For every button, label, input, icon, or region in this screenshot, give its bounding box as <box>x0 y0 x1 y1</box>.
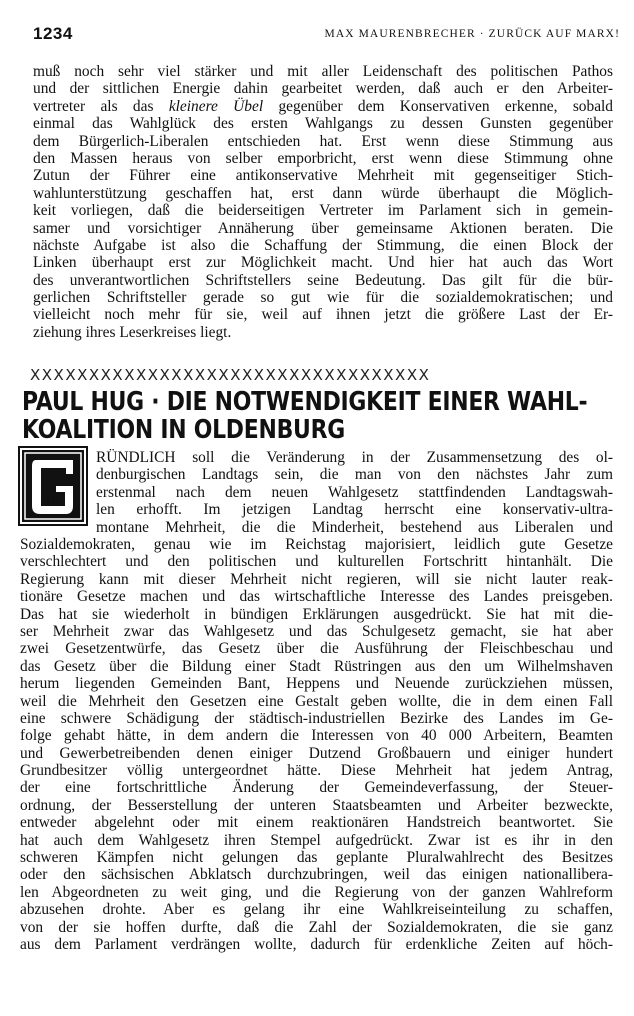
dropcap-ornament-icon <box>18 446 88 526</box>
text-line: Zutun der Führer eine antikonservative Mehrheit mit gegenseitiger Stich- <box>33 167 613 185</box>
running-head <box>33 24 620 46</box>
text-line: tionäre Gesetze machen und das wirtschaftliche Interesse des Landes preisgeben. <box>20 588 613 606</box>
text-line: der eine fortschrittliche Änderung der Gemeindeverfassung, der Steuer- <box>20 779 613 797</box>
text-line: weil die Mehrheit den Gesetzen eine Gestalt geben wollte, die in dem einen Fall <box>20 692 613 710</box>
article-body <box>20 536 613 953</box>
text-line: das Gesetz über die Bildung einer Stadt Rüstringen aus den um Wilhelmshaven <box>20 657 613 675</box>
text-line: Sozialdemokraten, genau wie im Reichstag majorisiert, leidlich gute Gesetze <box>20 536 613 553</box>
text-line: einmal das Wahlglück des ersten Wahlgangs zu dessen Gunsten gegenüber <box>33 115 613 133</box>
text-line: gerlichen Schriftsteller gerade so gut wie für die sozialdemokratischen; und <box>33 289 613 307</box>
text-line: folge gehabt hätte, in dem andern die Interessen von 40 000 Arbeitern, Beamten <box>20 727 613 745</box>
text-line: nächste Aufgabe ist also die Schaffung der Stimmung, die einen Block der <box>33 236 613 254</box>
text-line <box>33 98 613 115</box>
text-line: erstenmal nach dem neuen Wahlgesetz stattfindenden Landtagswah- <box>96 483 613 501</box>
text-line: verschlechtert und den politischen und kulturellen Fortschritt hintanhält. Die <box>20 553 613 571</box>
text-segment: gegenüber dem Konservativen erkenne, sobald <box>263 97 613 115</box>
emphasized-phrase: kleinere Übel <box>168 97 264 115</box>
text-line: dem Bürgerlich-Liberalen entschieden hat. Erst wenn diese Stimmung aus <box>33 132 613 150</box>
text-line: zwei Gesetzentwürfe, das Gesetz über die Ausführung der Fleischbeschau und <box>20 640 613 658</box>
text-line: RÜNDLICH soll die Veränderung in der Zusammensetzung des ol- <box>96 449 613 466</box>
text-line: Regierung kann mit dieser Mehrheit nicht regieren, will sie nicht lauter reak- <box>20 570 613 588</box>
text-line: eine schwere Schädigung der städtisch-industriellen Bezirke des Landes im Ge- <box>20 709 613 727</box>
text-line: aus dem Parlament verdrängen wollte, dadurch für erdenkliche Zeiten auf höch- <box>20 935 613 953</box>
text-line: muß noch sehr viel stärker und mit aller Leidenschaft des politischen Pathos <box>33 63 613 80</box>
text-line: und der sittlichen Energie dahin gearbeitet werden, daß auch er den Arbeiter- <box>33 80 613 98</box>
text-line: len Abgeordneten zu weit ging, und die Regierung von der ganzen Wahlreform <box>20 883 613 901</box>
text-line: Linken überhaupt erst zur Möglichkeit macht. Und hier hat auch das Wort <box>33 254 613 272</box>
text-line: herum liegenden Gemeinden Bant, Heppens und Neuende zurückziehen müssen, <box>20 675 613 693</box>
headline-line-2: KOALITION IN OLDENBURG <box>22 415 345 445</box>
text-line: ser Mehrheit zwar das Wahlgesetz und das Schulgesetz gemacht, sie hat aber <box>20 622 613 640</box>
text-line: ziehung ihres Leserkreises liegt. <box>33 323 232 341</box>
text-line: hat auch dem Wahlgesetz ihren Stempel aufgedrückt. Zwar ist es ihr in den <box>20 831 613 849</box>
text-line: ordnung, der Besserstellung der unteren Staatsbeamten und Arbeiter bezweckte, <box>20 796 613 814</box>
article-headline <box>22 387 588 445</box>
text-line: entweder abgelehnt oder mit einem reaktionären Handstreich beantwortet. Sie <box>20 814 613 832</box>
text-line: abzusehen drohte. Aber es gelang ihr eine Wahlkreiseinteilung zu schaffen, <box>20 901 613 919</box>
ornamental-separator: XXXXXXXXXXXXXXXXXXXXXXXXXXXXXXXXXX <box>30 366 431 384</box>
headline-line-1: PAUL HUG · DIE NOTWENDIGKEIT EINER WAHL- <box>22 387 588 417</box>
text-line: samer und vorsichtiger Annäherung über gemeinsame Aktionen beraten. Die <box>33 219 613 237</box>
text-line: Grundbesitzer völlig untergeordnet hätte. Diese Mehrheit hat jedem Antrag, <box>20 762 613 780</box>
text-line: den Massen heraus von selber emporbricht, erst wenn diese Stimmung ohne <box>33 149 613 167</box>
text-line: len erhofft. Im jetzigen Landtag herrscht eine konservativ-ultra- <box>96 501 613 519</box>
text-line: Das hat sie wiederholt in bündigen Erklärungen ausgedrückt. Sie hat mit die- <box>20 605 613 623</box>
text-line: vielleicht noch mehr für sie, weil auf ihnen jetzt die größere Last der Er- <box>33 306 613 324</box>
text-line: des unverantwortlichen Schriftstellers seine Bedeutung. Das gilt für die bür- <box>33 271 613 289</box>
article-lines-beside-dropcap <box>96 449 613 536</box>
text-line: von der sie hoffen durfte, daß die Zahl der Sozialdemokraten, die sie ganz <box>20 918 613 936</box>
section-1-paragraph <box>33 63 613 341</box>
text-line: und Gewerbetreibenden denen einiger Dutzend Großbauern und einiger hundert <box>20 744 613 762</box>
text-line: montane Mehrheit, die die Minderheit, bestehend aus Liberalen und <box>96 518 613 536</box>
text-line: schweren Kämpfen nicht gelungen das geplante Pluralwahlrecht des Besitzes <box>20 849 613 867</box>
text-line: wahlunterstützung geschaffen hat, erst dann würde überhaupt die Möglich- <box>33 184 613 202</box>
dropcap-initial-g <box>18 446 88 526</box>
text-line: keit vorliegen, daß die beiderseitigen Vertreter im Parlament sich in gemein- <box>33 202 613 220</box>
running-title: MAX MAURENBRECHER · ZURÜCK AUF MARX! <box>324 28 620 40</box>
text-line: denburgischen Landtags sein, die man von den nächstes Jahr zum <box>96 466 613 484</box>
page-number: 1234 <box>33 24 73 43</box>
text-segment: vertreter als das <box>33 97 169 115</box>
text-line: oder den sächsischen Abklatsch durchzubringen, weil das einigen nationallibera- <box>20 866 613 884</box>
